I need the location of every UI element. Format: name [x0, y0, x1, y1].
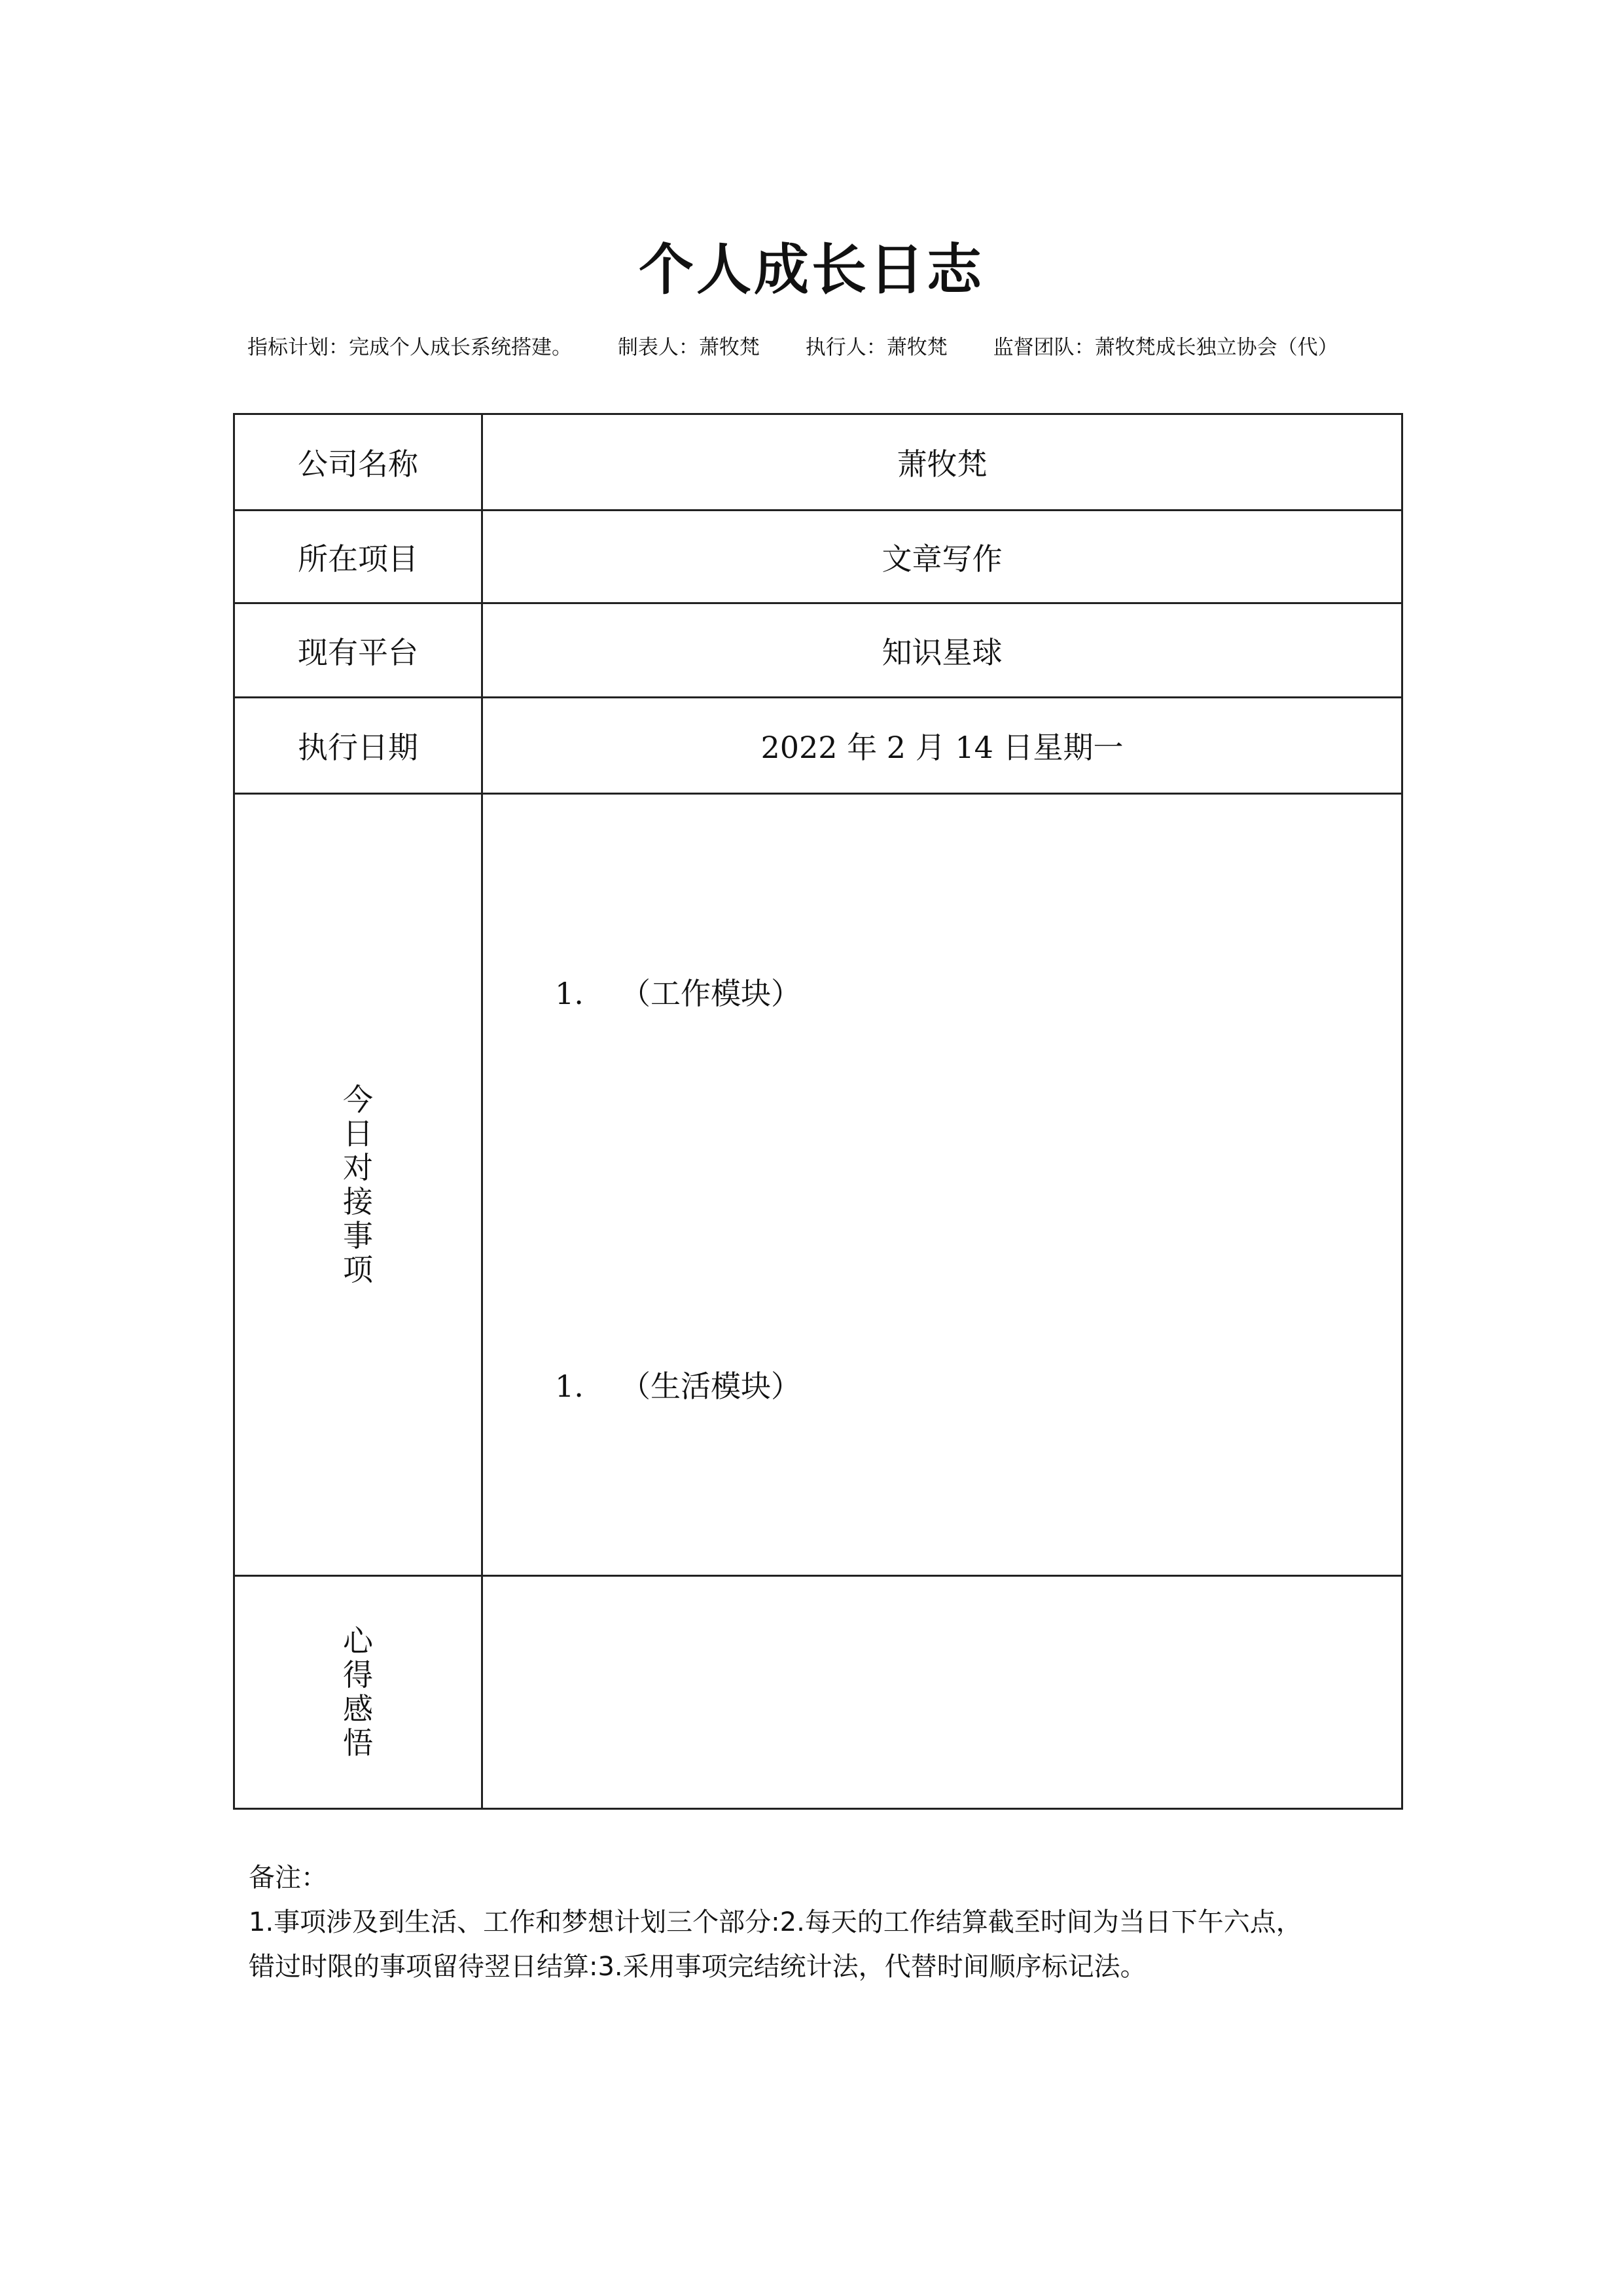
tasks-label: 今日对接事项	[343, 1081, 373, 1287]
supervisor-text: 监督团队：萧牧梵成长独立协会（代）	[993, 336, 1338, 359]
notes-heading: 备注：	[249, 1863, 327, 1893]
table-row	[234, 1576, 1402, 1809]
reflection-label-cell	[234, 1576, 482, 1809]
notes	[249, 1856, 1414, 1989]
subtitle-line	[247, 331, 1338, 360]
row-label: 执行日期	[234, 698, 482, 794]
item-text: （工作模块）	[620, 976, 801, 1011]
row-label: 现有平台	[234, 603, 482, 698]
project-value[interactable]: 文章写作	[482, 511, 1402, 603]
log-table	[233, 413, 1403, 1810]
page-title: 个人成长日志	[638, 237, 984, 302]
platform-value[interactable]: 知识星球	[482, 603, 1402, 698]
table-row	[234, 603, 1402, 698]
work-module-item	[555, 970, 801, 1013]
table-row	[234, 698, 1402, 794]
notes-line-2: 错过时限的事项留待翌日结算:3.采用事项完结统计法，代替时间顺序标记法。	[249, 1952, 1147, 1982]
reflection-cell[interactable]	[482, 1576, 1402, 1809]
executor-text: 执行人：萧牧梵	[805, 336, 948, 359]
reflection-label: 心得感悟	[343, 1623, 373, 1761]
item-text: （生活模块）	[620, 1369, 801, 1404]
notes-line-1: 1.事项涉及到生活、工作和梦想计划三个部分:2.每天的工作结算截至时间为当日下午六点，	[249, 1907, 1302, 1937]
table-row	[234, 794, 1402, 1576]
item-number: 1.	[555, 1369, 584, 1404]
table-row	[234, 511, 1402, 603]
company-name-value[interactable]: 萧牧梵	[482, 414, 1402, 511]
date-value[interactable]: 2022 年 2 月 14 日星期一	[482, 698, 1402, 794]
life-module-item	[555, 1363, 801, 1406]
maker-text: 制表人：萧牧梵	[617, 336, 760, 359]
plan-text: 指标计划：完成个人成长系统搭建。	[247, 336, 572, 359]
item-number: 1.	[555, 976, 584, 1011]
tasks-cell[interactable]	[482, 794, 1402, 1576]
row-label: 所在项目	[234, 511, 482, 603]
tasks-label-cell	[234, 794, 482, 1576]
table-row	[234, 414, 1402, 511]
row-label: 公司名称	[234, 414, 482, 511]
